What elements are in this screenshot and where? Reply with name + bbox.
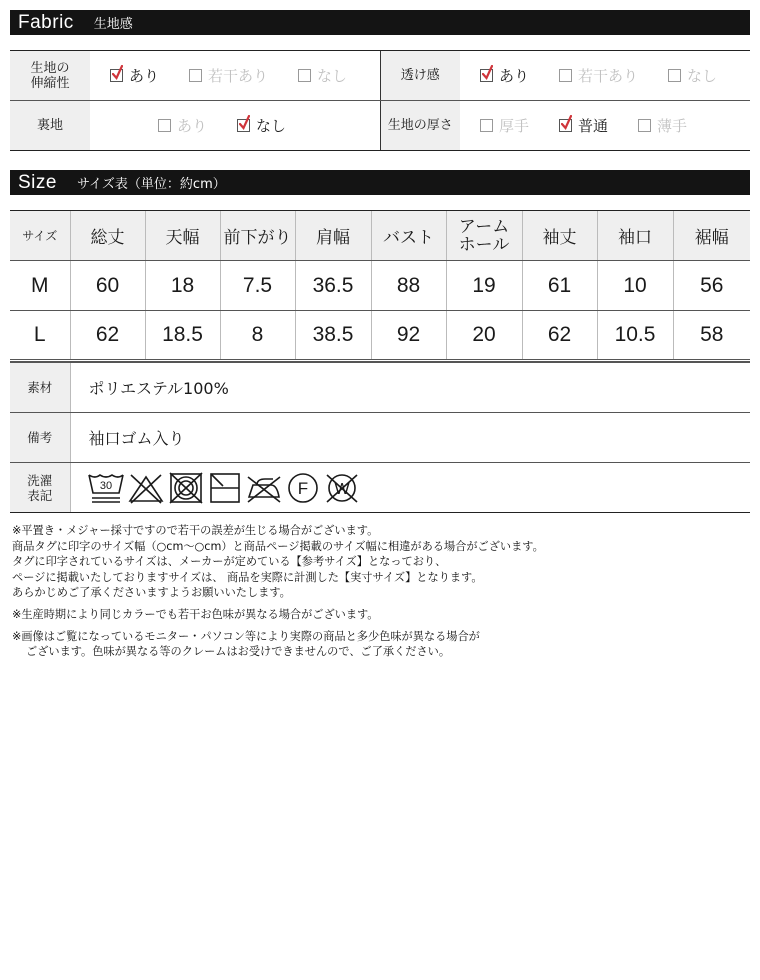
checkmark-icon <box>239 115 250 131</box>
remarks-value: 袖口ゴム入り <box>70 413 750 463</box>
size-cell: 10 <box>597 261 673 311</box>
fabric-option <box>480 115 529 136</box>
fabric-option <box>110 65 159 86</box>
no-iron-icon <box>245 471 283 505</box>
thickness-options <box>460 101 750 151</box>
stretch-options <box>90 51 380 101</box>
size-cell: 62 <box>522 311 597 361</box>
note-line: 商品タグに印字のサイズ幅（○cm〜○cm）と商品ページ掲載のサイズ幅に相違がある場合がございます。 <box>12 539 544 553</box>
wash-label: 洗濯 表記 <box>10 463 70 513</box>
notes <box>12 523 544 660</box>
wash-row <box>10 463 750 513</box>
fabric-row <box>10 101 750 151</box>
fabric-title: Fabric <box>18 11 74 33</box>
dry-clean-f-icon <box>285 471 321 505</box>
sheerness-options <box>460 51 750 101</box>
fabric-option <box>158 115 207 136</box>
fabric-option-label: 厚手 <box>499 117 530 135</box>
size-row-m <box>10 261 750 311</box>
size-column-header: 総丈 <box>70 211 145 261</box>
thickness-label: 生地の厚さ <box>380 101 460 151</box>
fabric-option <box>559 65 638 86</box>
unchecked-box-icon <box>189 69 202 82</box>
fabric-table <box>10 50 750 151</box>
size-table-header <box>10 211 750 261</box>
no-bleach-icon <box>127 471 165 505</box>
size-column-header: 肩幅 <box>295 211 371 261</box>
fabric-option-label: 普通 <box>578 117 609 135</box>
svg-text:30: 30 <box>99 479 112 492</box>
checkmark-icon <box>112 65 123 81</box>
note-line: ございます。色味が異なる等のクレームはお受けできませんので、ご了承ください。 <box>26 645 451 659</box>
fabric-option-label: あり <box>499 67 530 85</box>
size-row-l <box>10 311 750 361</box>
no-tumble-dry-icon <box>167 471 205 505</box>
info-table <box>10 362 750 513</box>
size-cell: L <box>10 311 70 361</box>
size-section-header <box>10 170 750 195</box>
material-value: ポリエステル100% <box>70 363 750 413</box>
size-column-header: 袖丈 <box>522 211 597 261</box>
fabric-option <box>480 65 529 86</box>
fabric-option <box>298 65 347 86</box>
size-cell: M <box>10 261 70 311</box>
size-cell: 10.5 <box>597 311 673 361</box>
fabric-option-label: 薄手 <box>657 117 688 135</box>
fabric-option <box>189 65 268 86</box>
fabric-subtitle: 生地感 <box>93 17 133 32</box>
fabric-option <box>638 115 687 136</box>
fabric-option-label: 若干あり <box>578 67 639 85</box>
note-line: あらかじめご了承くださいますようお願いいたします。 <box>12 586 291 600</box>
size-cell: 56 <box>673 261 750 311</box>
note-line: ※平置き・メジャー採寸ですので若干の誤差が生じる場合がございます。 <box>12 524 379 537</box>
note-line: タグに印字されているサイズは、メーカーが定めている【参考サイズ】となっており、 <box>12 555 447 569</box>
fabric-row <box>10 51 750 101</box>
size-cell: 7.5 <box>220 261 295 311</box>
checked-box-icon <box>237 119 250 132</box>
unchecked-box-icon <box>638 119 651 132</box>
checkmark-icon <box>482 65 493 81</box>
note-line: ページに掲載いたしておりますサイズは、 商品を実際に計測した【実寸サイズ】となります。 <box>12 570 483 584</box>
note-line: ※生産時期により同じカラーでも若干お色味が異なる場合がございます。 <box>12 607 379 621</box>
size-column-header: 前下がり <box>220 211 295 261</box>
fabric-option <box>237 115 286 136</box>
checked-box-icon <box>110 69 123 82</box>
size-column-header: サイズ <box>10 211 70 261</box>
size-cell: 8 <box>220 311 295 361</box>
unchecked-box-icon <box>668 69 681 82</box>
size-cell: 36.5 <box>295 261 371 311</box>
lining-options <box>90 101 380 151</box>
no-wet-clean-icon <box>323 471 361 505</box>
size-cell: 18.5 <box>145 311 220 361</box>
size-cell: 62 <box>70 311 145 361</box>
remarks-row <box>10 413 750 463</box>
unchecked-box-icon <box>158 119 171 132</box>
size-cell: 20 <box>446 311 522 361</box>
checked-box-icon <box>559 119 572 132</box>
size-title: Size <box>18 171 57 193</box>
material-row <box>10 363 750 413</box>
size-column-header: 袖口 <box>597 211 673 261</box>
size-cell: 38.5 <box>295 311 371 361</box>
size-column-header: 裾幅 <box>673 211 750 261</box>
checkmark-icon <box>561 115 572 131</box>
size-subtitle: サイズ表（単位：約cm） <box>76 177 226 192</box>
size-column-header: アーム ホール <box>446 211 522 261</box>
fabric-option-label: あり <box>177 117 208 135</box>
fabric-option <box>559 115 608 136</box>
line-dry-shade-icon <box>207 471 243 505</box>
size-cell: 19 <box>446 261 522 311</box>
fabric-option-label: なし <box>256 117 287 135</box>
size-column-header: バスト <box>371 211 446 261</box>
fabric-section-header <box>10 10 750 35</box>
fabric-option-label: なし <box>687 67 718 85</box>
size-table <box>10 210 750 362</box>
size-cell: 88 <box>371 261 446 311</box>
wash-icons <box>70 463 750 513</box>
unchecked-box-icon <box>559 69 572 82</box>
size-cell: 61 <box>522 261 597 311</box>
material-label: 素材 <box>10 363 70 413</box>
svg-text:F: F <box>297 478 308 498</box>
lining-label: 裏地 <box>10 101 90 151</box>
fabric-option <box>668 65 717 86</box>
wash-30-gentle-icon <box>87 471 125 505</box>
fabric-option-label: あり <box>129 67 160 85</box>
size-cell: 18 <box>145 261 220 311</box>
remarks-label: 備考 <box>10 413 70 463</box>
checked-box-icon <box>480 69 493 82</box>
unchecked-box-icon <box>298 69 311 82</box>
stretch-label: 生地の 伸縮性 <box>10 51 90 101</box>
fabric-option-label: なし <box>317 67 348 85</box>
note-line: ※画像はご覧になっているモニター・パソコン等により実際の商品と多少色味が異なる場合が <box>12 629 480 643</box>
svg-text:W: W <box>333 480 350 498</box>
unchecked-box-icon <box>480 119 493 132</box>
size-cell: 58 <box>673 311 750 361</box>
size-cell: 92 <box>371 311 446 361</box>
fabric-option-label: 若干あり <box>208 67 269 85</box>
size-cell: 60 <box>70 261 145 311</box>
sheerness-label: 透け感 <box>380 51 460 101</box>
size-column-header: 天幅 <box>145 211 220 261</box>
